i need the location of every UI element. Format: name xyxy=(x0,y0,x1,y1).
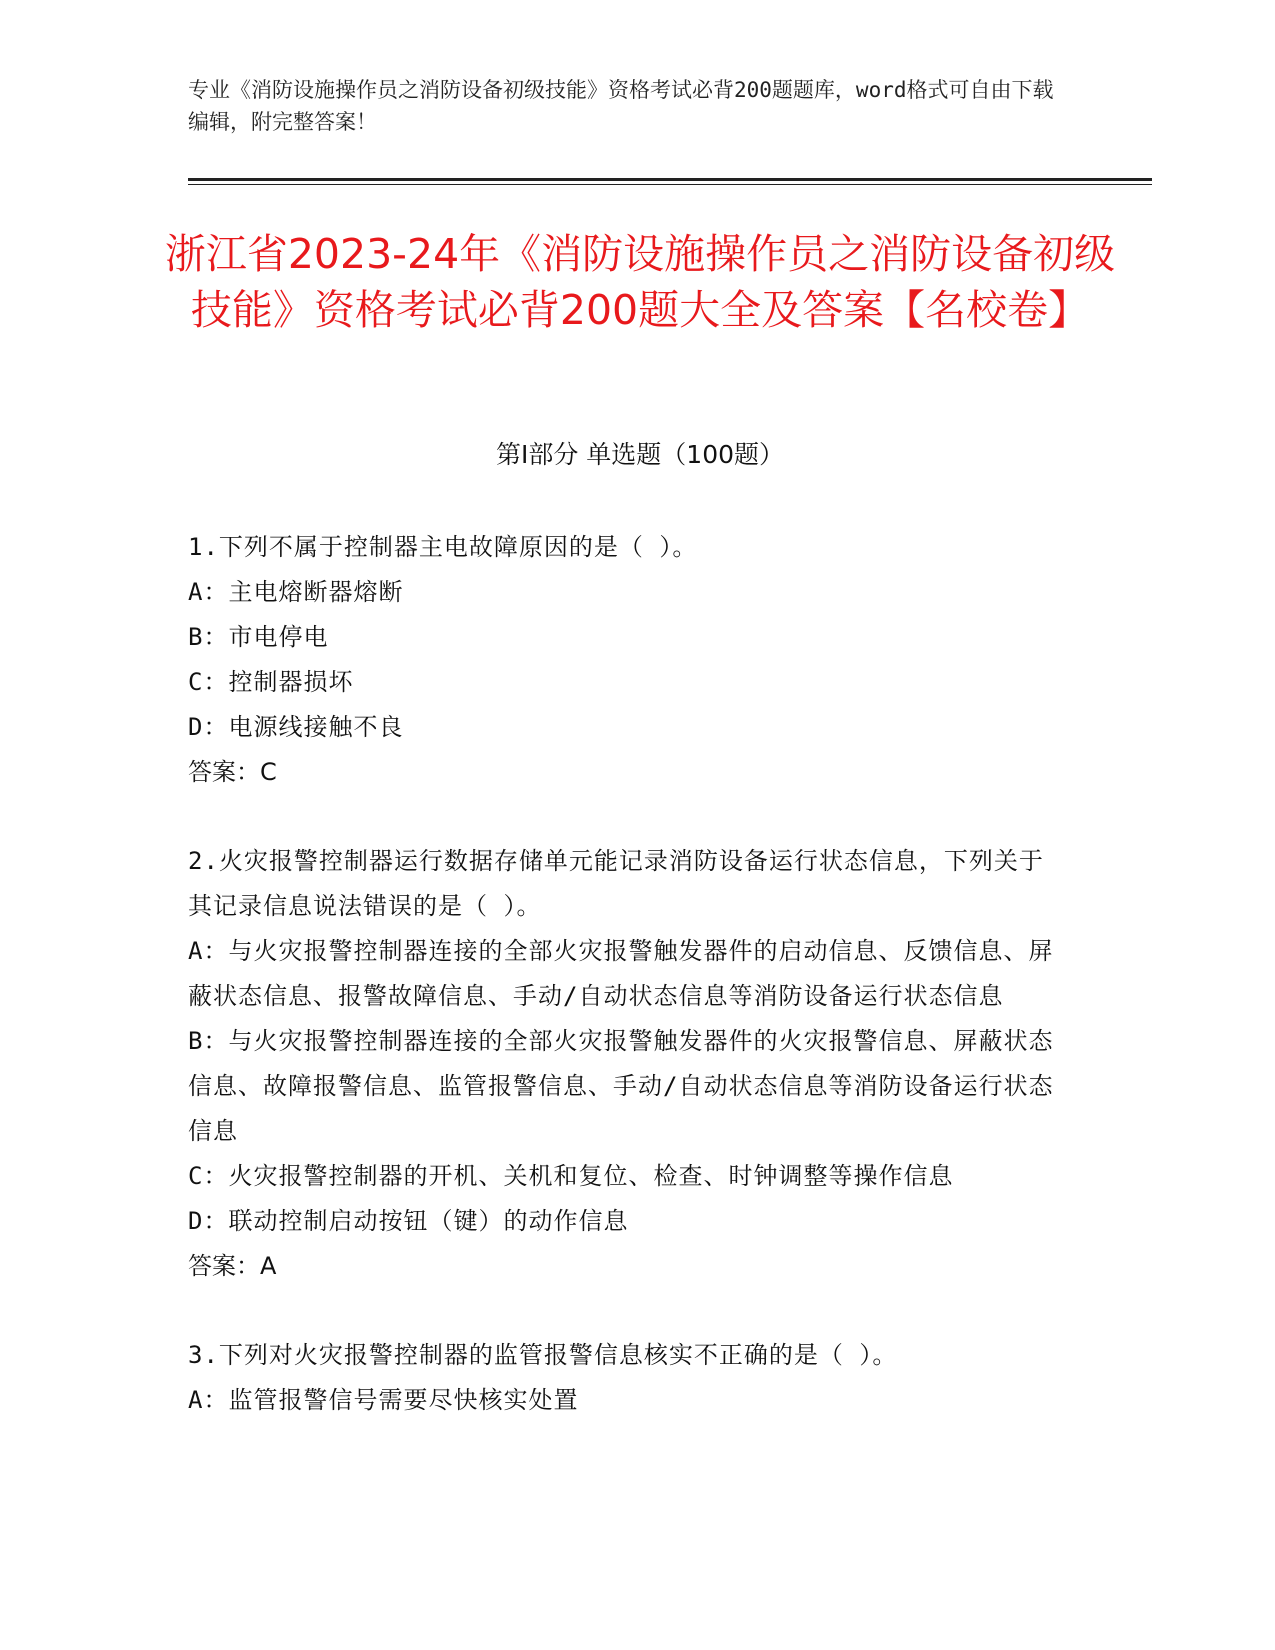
answer: 答案：C xyxy=(188,758,277,786)
option-c: C：火灾报警控制器的开机、关机和复位、检查、时钟调整等操作信息 xyxy=(188,1162,954,1190)
section-title: 第Ⅰ部分 单选题（100题） xyxy=(495,440,785,469)
option-d: D：电源线接触不良 xyxy=(188,713,404,741)
answer: 答案：A xyxy=(188,1252,277,1280)
header-rule-thin xyxy=(188,184,1152,185)
option-a: A：与火灾报警控制器连接的全部火灾报警触发器件的启动信息、反馈信息、屏蔽状态信息、报警故障信息、手动/自动状态信息等消防设备运行状态信息 xyxy=(188,937,1054,1010)
option-b: B：市电停电 xyxy=(188,623,329,651)
header-note: 专业《消防设施操作员之消防设备初级技能》资格考试必背200题题库，word格式可自由下载编辑，附完整答案！ xyxy=(188,78,1054,134)
question-2 xyxy=(188,839,1068,1289)
option-c: C：控制器损坏 xyxy=(188,668,354,696)
document-title: 浙江省2023-24年《消防设施操作员之消防设备初级技能》资格考试必背200题大全及答案【名校卷】 xyxy=(164,230,1116,334)
option-a: A：监管报警信号需要尽快核实处置 xyxy=(188,1386,579,1414)
option-d: D：联动控制启动按钮（键）的动作信息 xyxy=(188,1207,629,1235)
question-list xyxy=(188,525,1068,1467)
question-3 xyxy=(188,1333,1068,1423)
question-1 xyxy=(188,525,1068,795)
header-rule-thick xyxy=(188,178,1152,181)
option-a: A：主电熔断器熔断 xyxy=(188,578,404,606)
option-b: B：与火灾报警控制器连接的全部火灾报警触发器件的火灾报警信息、屏蔽状态信息、故障报警信息、监管报警信息、手动/自动状态信息等消防设备运行状态信息 xyxy=(188,1027,1054,1145)
question-stem: 2.火灾报警控制器运行数据存储单元能记录消防设备运行状态信息，下列关于其记录信息说法错误的是（ ）。 xyxy=(188,847,1044,920)
question-stem: 3.下列对火灾报警控制器的监管报警信息核实不正确的是（ ）。 xyxy=(188,1341,898,1369)
question-stem: 1.下列不属于控制器主电故障原因的是（ ）。 xyxy=(188,533,698,561)
